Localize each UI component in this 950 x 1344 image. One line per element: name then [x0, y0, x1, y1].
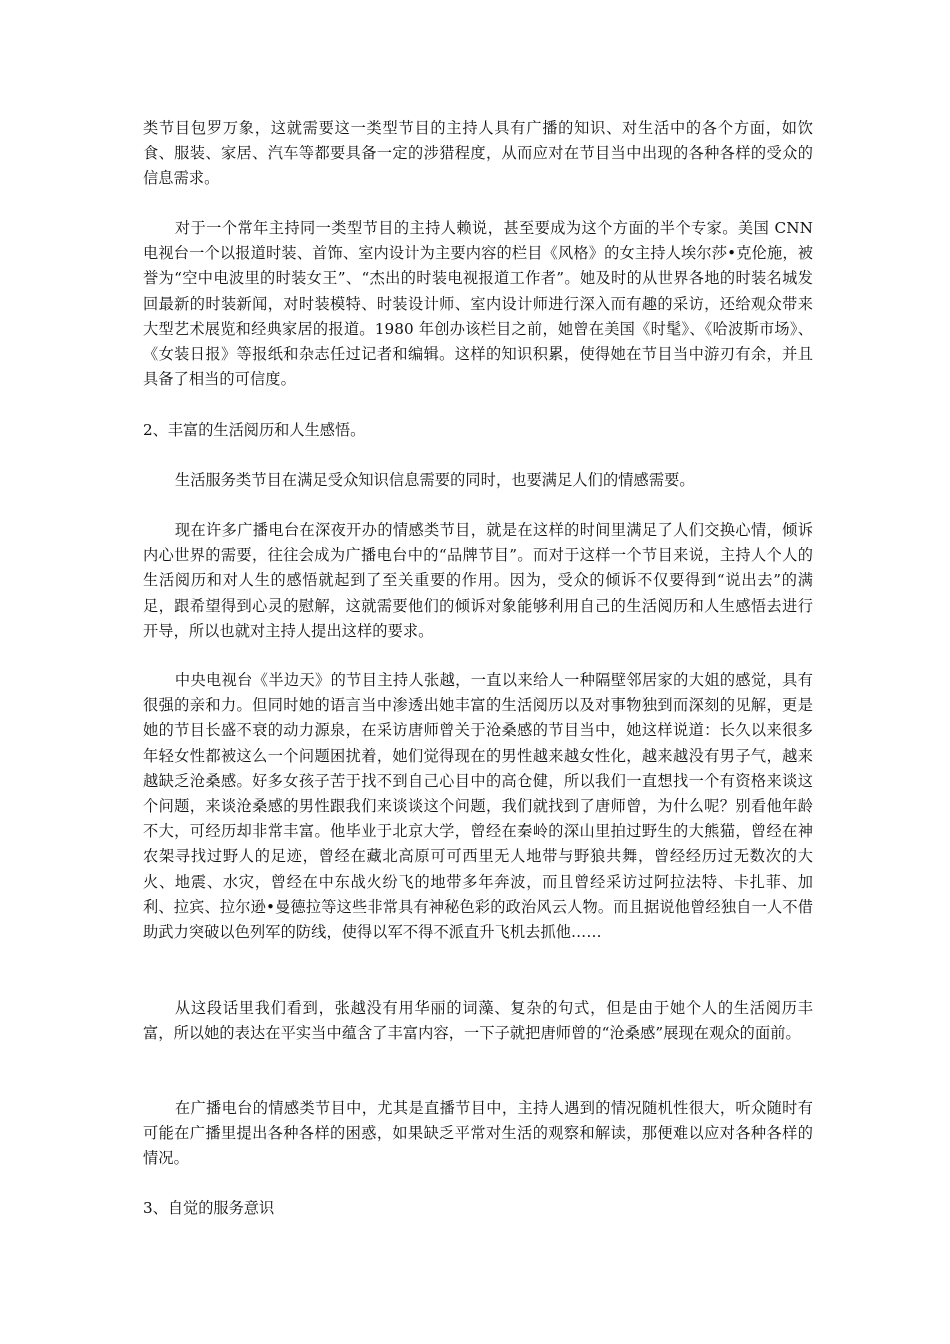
paragraph-5: 中央电视台《半边天》的节目主持人张越，一直以来给人一种隔壁邻居家的大姐的感觉，具有很强的亲和力。但同时她的语言当中渗透出她丰富的生活阅历以及对事物独到而深刻的见解，更是她的节目长盛不衰的动力源泉，在采访唐师曾关于沧桑感的节目当中，她这样说道：长久以来很多年轻女性都被这么一个问题困扰着，她们觉得现在的男性越来越女性化，越来越没有男子气，越来越缺乏沧桑感。好多女孩子苦于找不到自己心目中的高仓健，所以我们一直想找一个有资格来谈这个问题，来谈沧桑感的男性跟我们来谈谈这个问题，我们就找到了唐师曾，为什么呢？别看他年龄不大，可经历却非常丰富。他毕业于北京大学，曾经在秦岭的深山里拍过野生的大熊猫，曾经在神农架寻找过野人的足迹，曾经在藏北高原可可西里无人地带与野狼共舞，曾经经历过无数次的大火、地震、水灾，曾经在中东战火纷飞的地带多年奔波，而且曾经采访过阿拉法特、卡扎菲、加利、拉宾、拉尔逊•曼德拉等这些非常具有神秘色彩的政治风云人物。而且据说他曾经独自一人不借助武力突破以色列军的防线，使得以军不得不派直升飞机去抓他……: [143, 671, 813, 942]
paragraph-7: 在广播电台的情感类节目中，尤其是直播节目中，主持人遇到的情况随机性很大，听众随时有可能在广播里提出各种各样的困惑，如果缺乏平常对生活的观察和解读，那便难以应对各种各样的情况。: [143, 1099, 813, 1168]
paragraph-3: 生活服务类节目在满足受众知识信息需要的同时，也要满足人们的情感需要。: [174, 471, 695, 489]
section-heading-2: 2、丰富的生活阅历和人生感悟。: [143, 421, 366, 439]
section-heading-3: 3、自觉的服务意识: [143, 1199, 275, 1217]
paragraph-4: 现在许多广播电台在深夜开办的情感类节目，就是在这样的时间里满足了人们交换心情，倾诉内心世界的需要，往往会成为广播电台中的“品牌节目”。而对于这样一个节目来说，主持人个人的生活阅历和对人生的感悟就起到了至关重要的作用。因为，受众的倾诉不仅要得到“说出去”的满足，跟希望得到心灵的慰解，这就需要他们的倾诉对象能够利用自己的生活阅历和人生感悟去进行开导，所以也就对主持人提出这样的要求。: [143, 521, 813, 640]
paragraph-2: 对于一个常年主持同一类型节目的主持人赖说，甚至要成为这个方面的半个专家。美国 CNN 电视台一个以报道时装、首饰、室内设计为主要内容的栏目《风格》的女主持人埃尔莎•克伦施，被誉为“空中电波里的时装女王”、“杰出的时装电视报道工作者”。她及时的从世界各地的时装名城发回最新的时装新闻，对时装模特、时装设计师、室内设计师进行深入而有趣的采访，还给观众带来大型艺术展览和经典家居的报道。1980 年创办该栏目之前，她曾在美国《时髦》、《哈波斯市场》、《女装日报》等报纸和杂志任过记者和编辑。这样的知识积累，使得她在节目当中游刃有余，并且具备了相当的可信度。: [143, 219, 813, 389]
paragraph-1: 类节目包罗万象，这就需要这一类型节目的主持人具有广播的知识、对生活中的各个方面，如饮食、服装、家居、汽车等都要具备一定的涉猎程度，从而应对在节目当中出现的各种各样的受众的信息需求。: [143, 119, 813, 188]
paragraph-6: 从这段话里我们看到，张越没有用华丽的词藻、复杂的句式，但是由于她个人的生活阅历丰富，所以她的表达在平实当中蕴含了丰富内容，一下子就把唐师曾的“沧桑感”展现在观众的面前。: [143, 999, 813, 1043]
